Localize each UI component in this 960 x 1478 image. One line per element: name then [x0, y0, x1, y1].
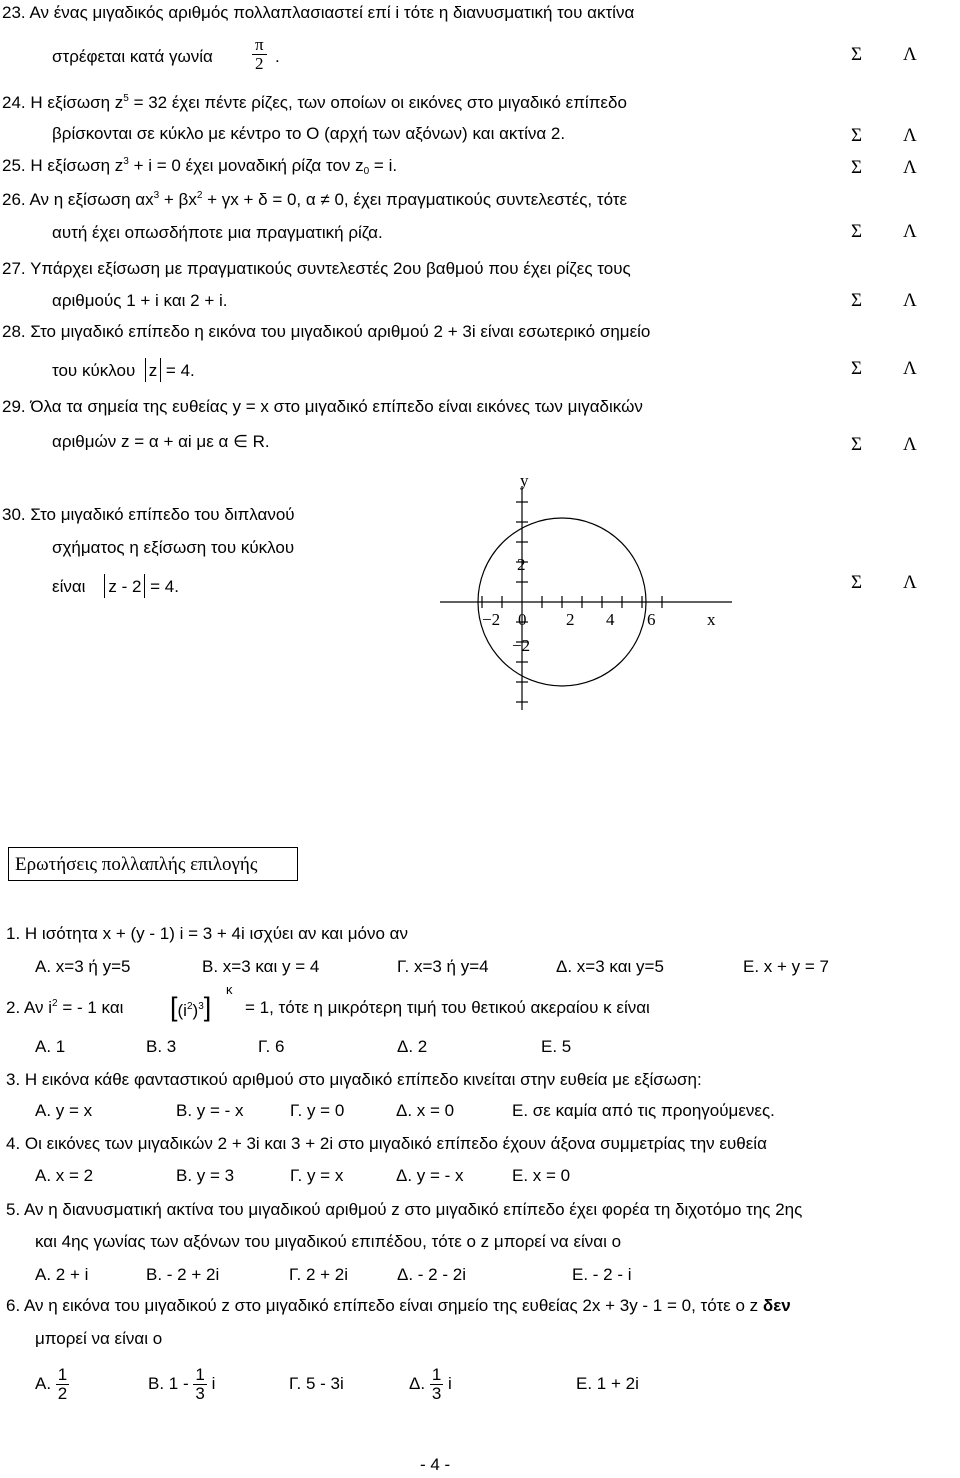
mc3-option-d[interactable]: Δ. x = 0 [396, 1101, 455, 1120]
x-tick-label: 6 [647, 610, 656, 629]
mc5-question-line1: 5. Αν η διανυσματική ακτίνα του μιγαδικού αριθμού z στο μιγαδικό επίπεδο έχει φορέα τη διχοτόμο της 2ης [6, 1200, 803, 1219]
x-tick-label: 2 [566, 610, 575, 629]
mc6-option-e[interactable]: Ε. 1 + 2i [576, 1374, 639, 1393]
x-axis-label: x [707, 610, 716, 629]
q30-line3: είναι z - 2 = 4. [52, 574, 179, 598]
mc3-question: 3. Η εικόνα κάθε φανταστικού αριθμού στο μιγαδικό επίπεδο κινείται στην ευθεία με εξίσωση: [6, 1070, 702, 1089]
true-mark[interactable]: Σ [851, 572, 863, 593]
mc4-option-c[interactable]: Γ. y = x [290, 1166, 344, 1185]
mc5-option-e[interactable]: Ε. - 2 - i [572, 1265, 632, 1284]
mc1-option-d[interactable]: Δ. x=3 και y=5 [556, 957, 664, 976]
false-mark[interactable]: Λ [903, 44, 917, 65]
x-tick-label: −2 [482, 610, 501, 629]
false-mark[interactable]: Λ [903, 125, 917, 146]
mc5-option-b[interactable]: Β. - 2 + 2i [146, 1265, 220, 1284]
mc6-question-line1: 6. Αν η εικόνα του μιγαδικού z στο μιγαδικό επίπεδο είναι σημείο της ευθείας 2x + 3y - 1 = 0, τότε ο z δεν [6, 1296, 791, 1315]
q26-line2: αυτή έχει οπωσδήποτε μια πραγματική ρίζα. [52, 223, 383, 242]
q23-line1: 23. Αν ένας μιγαδικός αριθμός πολλαπλασιαστεί επί i τότε η διανυσματική του ακτίνα [2, 3, 635, 22]
mc4-option-a[interactable]: Α. x = 2 [35, 1166, 94, 1185]
true-mark[interactable]: Σ [851, 157, 863, 178]
q23-dot: . [275, 47, 280, 66]
mc3-option-e[interactable]: Ε. σε καμία από τις προηγούμενες. [512, 1101, 775, 1120]
mc2-question: 2. Αν $i^2$ = - 1 και [6, 998, 124, 1017]
mc5-option-c[interactable]: Γ. 2 + 2i [289, 1265, 349, 1284]
q24-line2: βρίσκονται σε κύκλο με κέντρο το Ο (αρχή των αξόνων) και ακτίνα 2. [52, 124, 566, 143]
mc6-option-c[interactable]: Γ. 5 - 3i [289, 1374, 344, 1393]
mc4-option-e[interactable]: Ε. x = 0 [512, 1166, 571, 1185]
q28-line2: του κύκλου z = 4. [52, 358, 195, 382]
section-title: Ερωτήσεις πολλαπλής επιλογής [8, 847, 298, 881]
false-mark[interactable]: Λ [903, 434, 917, 455]
mc2-option-a[interactable]: Α. 1 [35, 1037, 66, 1056]
mc6-option-b[interactable]: Β. 1 - $\frac{1}{3}$ i [148, 1365, 216, 1404]
q27-line2: αριθμούς 1 + i και 2 + i. [52, 291, 228, 310]
q24-line1: 24. Η εξίσωση $z^5 = 32$ έχει πέντε ρίζες, των οποίων οι εικόνες στο μιγαδικό επίπεδο [2, 93, 627, 112]
page-number: - 4 - [420, 1455, 451, 1474]
mc1-option-b[interactable]: Β. x=3 και y = 4 [202, 957, 320, 976]
mc1-question: 1. Η ισότητα x + (y - 1) i = 3 + 4i ισχύει αν και μόνο αν [6, 924, 409, 943]
y-axis-label: y [520, 471, 529, 490]
q30-line1: 30. Στο μιγαδικό επίπεδο του διπλανού [2, 505, 295, 524]
true-mark[interactable]: Σ [851, 358, 863, 379]
mc2-option-e[interactable]: Ε. 5 [541, 1037, 572, 1056]
true-mark[interactable]: Σ [851, 221, 863, 242]
q23-fraction: π 2 [252, 36, 267, 73]
x-tick-label: 4 [606, 610, 615, 629]
mc3-option-b[interactable]: Β. y = - x [176, 1101, 244, 1120]
false-mark[interactable]: Λ [903, 358, 917, 379]
q29-line1: 29. Όλα τα σημεία της ευθείας y = x στο μιγαδικό επίπεδο είναι εικόνες των μιγαδικών [2, 397, 643, 416]
mc6-question-line2: μπορεί να είναι ο [35, 1329, 163, 1348]
mc6-option-d[interactable]: Δ. $\frac{1}{3}$ i [409, 1365, 452, 1404]
q29-line2: αριθμών z = α + αi με α ∈ R. [52, 432, 270, 451]
mc1-option-a[interactable]: Α. x=3 ή y=5 [35, 957, 131, 976]
q30-line2: σχήματος η εξίσωση του κύκλου [52, 538, 295, 557]
mc2-question-end: = 1, τότε η μικρότερη τιμή του θετικού ακεραίου κ είναι [245, 998, 650, 1017]
mc2-kappa: κ [226, 982, 233, 997]
mc3-option-a[interactable]: Α. y = x [35, 1101, 93, 1120]
true-mark[interactable]: Σ [851, 125, 863, 146]
false-mark[interactable]: Λ [903, 157, 917, 178]
circle-graph [420, 460, 740, 720]
false-mark[interactable]: Λ [903, 290, 917, 311]
mc5-question-line2: και 4ης γωνίας των αξόνων του μιγαδικού επιπέδου, τότε ο z μπορεί να είναι ο [35, 1232, 622, 1251]
mc4-option-d[interactable]: Δ. y = - x [396, 1166, 464, 1185]
q28-line1: 28. Στο μιγαδικό επίπεδο η εικόνα του μιγαδικού αριθμού 2 + 3i είναι εσωτερικό σημείο [2, 322, 651, 341]
mc2-option-d[interactable]: Δ. 2 [397, 1037, 428, 1056]
mc5-option-a[interactable]: Α. 2 + i [35, 1265, 89, 1284]
q26-line1: 26. Αν η εξίσωση $\alpha x^3 + \beta x^2 + \gamma x + \delta = 0$, α ≠ 0, έχει πραγματικούς συντελεστές, τότε [2, 190, 628, 209]
mc6-option-a[interactable]: Α. $\frac{1}{2}$ [35, 1365, 68, 1404]
mc4-question: 4. Οι εικόνες των μιγαδικών 2 + 3i και 3 + 2i στο μιγαδικό επίπεδο έχουν άξονα συμμετρίας την ευθεία [6, 1134, 767, 1153]
true-mark[interactable]: Σ [851, 44, 863, 65]
mc2-option-b[interactable]: Β. 3 [146, 1037, 177, 1056]
true-mark[interactable]: Σ [851, 290, 863, 311]
mc1-option-e[interactable]: Ε. x + y = 7 [743, 957, 829, 976]
mc5-option-d[interactable]: Δ. - 2 - 2i [397, 1265, 466, 1284]
y-tick-label: 2 [517, 555, 526, 574]
mc4-option-b[interactable]: Β. y = 3 [176, 1166, 235, 1185]
mc3-option-c[interactable]: Γ. y = 0 [290, 1101, 345, 1120]
mc2-option-c[interactable]: Γ. 6 [258, 1037, 285, 1056]
q23-line2: στρέφεται κατά γωνία [52, 47, 213, 66]
mc1-option-c[interactable]: Γ. x=3 ή y=4 [397, 957, 489, 976]
true-mark[interactable]: Σ [851, 434, 863, 455]
false-mark[interactable]: Λ [903, 572, 917, 593]
false-mark[interactable]: Λ [903, 221, 917, 242]
q25-line: 25. Η εξίσωση $z^3 + i = 0$ έχει μοναδική ρίζα τον $z_0 = i$. [2, 156, 398, 177]
y-tick-label: −2 [512, 636, 531, 655]
mc2-bracket-expr: $[(i^2)^3]$ [170, 992, 212, 1022]
x-tick-label: 0 [518, 610, 527, 629]
q27-line1: 27. Υπάρχει εξίσωση με πραγματικούς συντελεστές 2ου βαθμού που έχει ρίζες τους [2, 259, 631, 278]
